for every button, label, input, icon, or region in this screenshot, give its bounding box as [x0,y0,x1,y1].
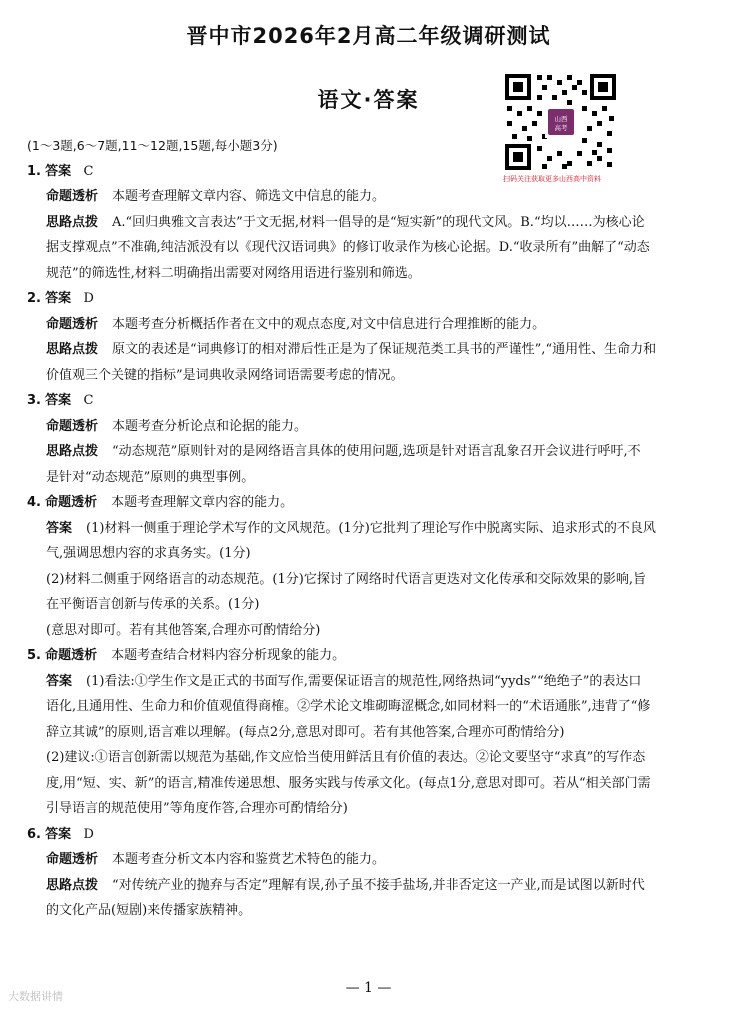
page-title: 晋中市2026年2月高二年级调研测试 [186,24,551,48]
q6-analysis: 命题透析 本题考查分析文本内容和鉴赏艺术特色的能力。 [46,852,386,867]
q2-hint-line: 思路点拨 原文的表述是“词典修订的相对滞后性正是为了保证规范类工具书的严谨性”,“通用性、生命力和 [46,342,657,357]
q5-answer-line: 语化,且通用性、生命力和价值观值得商榷。②学术论文堆砌晦涩概念,如同材料一的“术语通胀”,违背了“修 [46,699,651,714]
svg-text:山西: 山西 [554,115,568,123]
q5-analysis: 5. 命题透析 本题考查结合材料内容分析现象的能力。 [27,648,346,663]
q4-answer-line: 在平衡语言创新与传承的关系。(1分) [46,597,260,612]
q4-answer-line: 答案 (1)材料一侧重于理论学术写作的文风规范。(1分)它批判了理论写作中脱离实际、追求形式的不良风 [46,520,656,536]
q3-analysis: 命题透析 本题考查分析论点和论据的能力。 [46,418,308,434]
q6-hint-line: 的文化产品(短剧)来传播家族精神。 [46,903,252,918]
q5-answer-line: (2)建议:①语言创新需以规范为基础,作文应恰当使用鲜活且有价值的表达。②论文要坚守“求真”的写作态 [46,750,646,765]
svg-text:高考: 高考 [554,124,568,132]
q1-hint-line: 据支撑观点”不准确,纯洁派没有以《现代汉语词典》的修订收录作为核心论据。D.“收录所有”曲解了“动态 [46,240,650,255]
q4-answer-line: 气,强调思想内容的求真务实。(1分) [46,546,251,561]
qr-caption: 扫码关注获取更多山西高中资料 [503,175,601,183]
q2-hint-line: 价值观三个关键的指标”是词典收录网络词语需要考虑的情况。 [46,367,404,383]
scoring-note: (1～3题,6～7题,11～12题,15题,每小题3分) [27,138,278,153]
q1-hint-line: 思路点拨 A.“回归典雅文言表达”于文无据,材料一倡导的是“短实新”的现代文风。B.“均以……为核心论 [46,214,645,230]
q3-answer-line: 3. 答案 C [27,393,94,408]
q4-answer-line: (意思对即可。若有其他答案,合理亦可酌情给分) [46,622,321,638]
q1-analysis: 命题透析 本题考查理解文章内容、筛选文中信息的能力。 [46,189,386,204]
q1-answer-line: 1. 答案 C [27,163,94,179]
q5-answer-line: 度,用“短、实、新”的语言,精准传递思想、服务实践与传承文化。(每点1分,意思对即可。若从“相关部门需 [46,775,651,791]
q2-analysis: 命题透析 本题考查分析概括作者在文中的观点态度,对文中信息进行合理推断的能力。 [46,316,546,332]
page-subtitle: 语文·答案 [317,88,420,112]
q4-analysis: 4. 命题透析 本题考查理解文章内容的能力。 [27,495,294,510]
q5-answer-line: 答案 (1)看法:①学生作文是正式的书面写作,需要保证语言的规范性,网络热词“yyds”“绝绝子”的表达口 [46,673,642,689]
q1-hint-line: 规范”的筛选性,材料二明确指出需要对网络用语进行鉴别和筛选。 [46,265,421,281]
q6-hint-line: 思路点拨 “对传统产业的抛弃与否定”理解有误,孙子虽不接手盐场,并非否定这一产业,而是试图以新时代 [46,877,645,893]
answer-content [27,133,707,924]
q3-hint-line: 思路点拨 “动态规范”原则针对的是网络语言具体的使用问题,选项是针对语言乱象召开会议进行呼吁,不 [46,444,641,459]
watermark: 大数据讲情 [8,990,63,1003]
q3-hint-line: 是针对“动态规范”原则的典型事例。 [46,469,255,485]
page-number: — 1 — [345,980,392,996]
q2-answer-line: 2. 答案 D [27,291,94,306]
q4-answer-line: (2)材料二侧重于网络语言的动态规范。(1分)它探讨了网络时代语言更迭对文化传承和交际效果的影响,旨 [46,571,646,587]
q5-answer-line: 引导语言的规范使用”等角度作答,合理亦可酌情给分) [46,801,348,816]
q5-answer-line: 辞立其诚”的原则,语言难以理解。(每点2分,意思对即可。若有其他答案,合理亦可酌情给分) [46,724,565,740]
q6-answer-line: 6. 答案 D [27,826,94,842]
